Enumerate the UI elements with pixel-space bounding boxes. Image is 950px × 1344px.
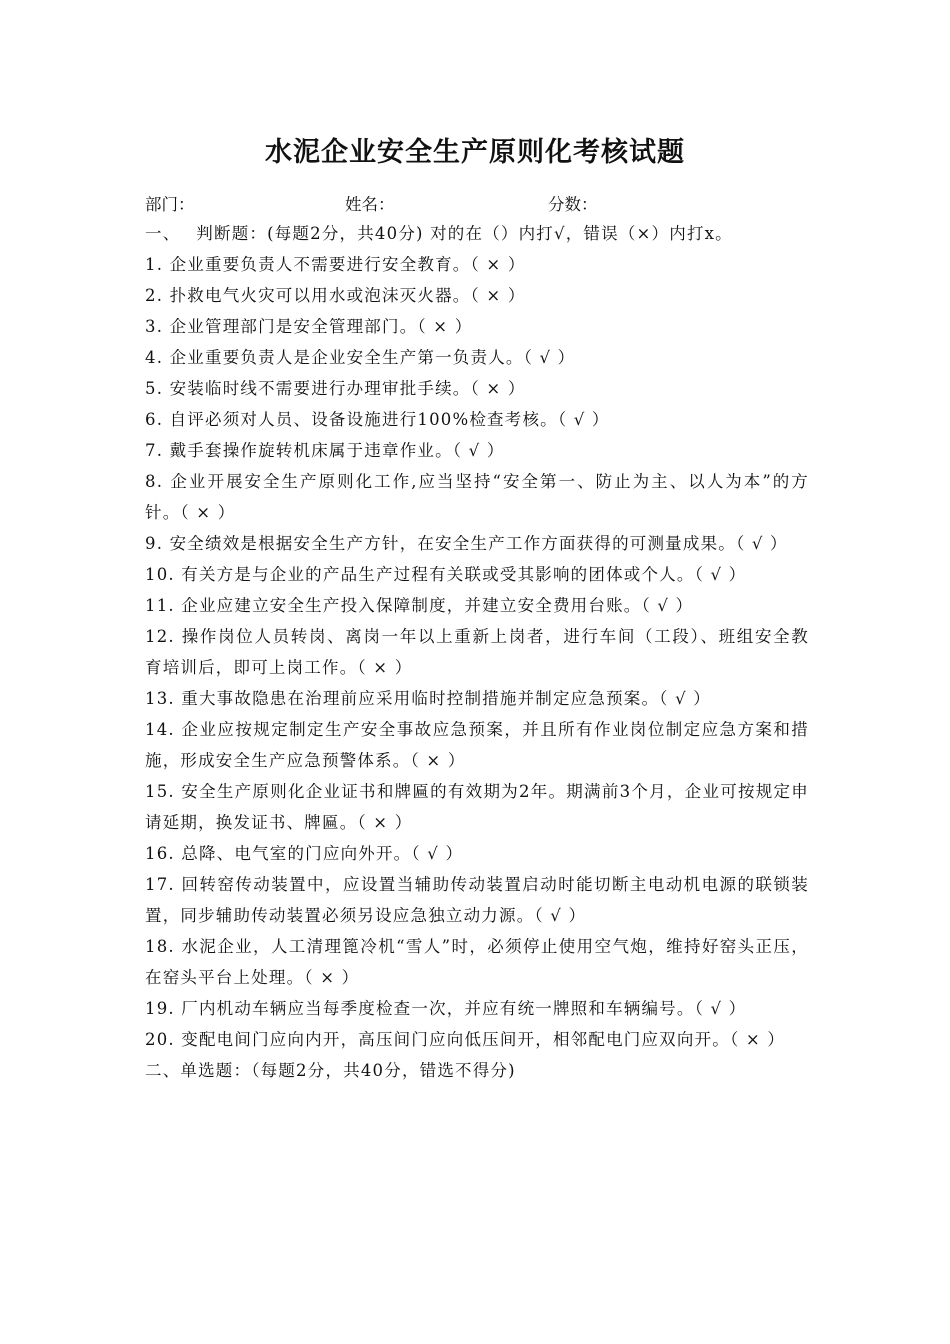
- question-item: 12. 操作岗位人员转岗、离岗一年以上重新上岗者，进行车间（工段）、班组安全教育培训后，即可上岗工作。（ × ）: [145, 627, 809, 677]
- score-label: 分数：: [548, 195, 598, 214]
- question-item: 5. 安装临时线不需要进行办理审批手续。（ × ）: [145, 379, 526, 398]
- question-item: 15. 安全生产原则化企业证书和牌匾的有效期为2年。期满前3个月，企业可按规定申请延期，换发证书、牌匾。（ × ）: [145, 782, 809, 832]
- question-item: 7. 戴手套操作旋转机床属于违章作业。（ √ ）: [145, 441, 505, 460]
- question-item: 13. 重大事故隐患在治理前应采用临时控制措施并制定应急预案。（ √ ）: [145, 689, 711, 708]
- question-item: 20. 变配电间门应向内开，高压间门应向低压间开，相邻配电门应双向开。（ × ）: [145, 1030, 786, 1049]
- question-item: 8. 企业开展安全生产原则化工作,应当坚持“安全第一、防止为主、以人为本”的方针。（ × ）: [145, 472, 809, 522]
- question-item: 3. 企业管理部门是安全管理部门。（ × ）: [145, 317, 473, 336]
- page-title: 水泥企业安全生产原则化考核试题: [265, 137, 685, 168]
- question-item: 10. 有关方是与企业的产品生产过程有关联或受其影响的团体或个人。（ √ ）: [145, 565, 747, 584]
- question-item: 14. 企业应按规定制定生产安全事故应急预案，并且所有作业岗位制定应急方案和措施，形成安全生产应急预警体系。（ × ）: [145, 720, 809, 770]
- question-item: 4. 企业重要负责人是企业安全生产第一负责人。（ √ ）: [145, 348, 576, 367]
- exam-content: [145, 218, 809, 1086]
- section-heading-single-choice: 二、单选题：（每题2分，共40分，错选不得分): [145, 1061, 516, 1080]
- question-item: 2. 扑救电气火灾可以用水或泡沫灭火器。（ × ）: [145, 286, 526, 305]
- question-item: 16. 总降、电气室的门应向外开。（ √ ）: [145, 844, 464, 863]
- question-list: [145, 249, 809, 1055]
- department-label: 部门：: [145, 195, 195, 214]
- question-item: 18. 水泥企业，人工清理篦冷机“雪人”时，必须停止使用空气炮，维持好窑头正压，在窑头平台上处理。（ × ）: [145, 937, 809, 987]
- name-label: 姓名：: [345, 195, 395, 214]
- question-item: 17. 回转窑传动装置中，应设置当辅助传动装置启动时能切断主电动机电源的联锁装置，同步辅助传动装置必须另设应急独立动力源。（ √ ）: [145, 875, 809, 925]
- question-item: 6. 自评必须对人员、设备设施进行100%检查考核。（ √ ）: [145, 410, 610, 429]
- question-item: 19. 厂内机动车辆应当每季度检查一次，并应有统一牌照和车辆编号。（ √ ）: [145, 999, 747, 1018]
- section-heading-true-false: 一、 判断题：(每题2分，共40分) 对的在（）内打√，错误（×）内打x。: [145, 224, 733, 243]
- question-item: 9. 安全绩效是根据安全生产方针，在安全生产工作方面获得的可测量成果。（ √ ）: [145, 534, 788, 553]
- header-fields: [145, 191, 815, 213]
- question-item: 1. 企业重要负责人不需要进行安全教育。（ × ）: [145, 255, 526, 274]
- question-item: 11. 企业应建立安全生产投入保障制度，并建立安全费用台账。（ √ ）: [145, 596, 694, 615]
